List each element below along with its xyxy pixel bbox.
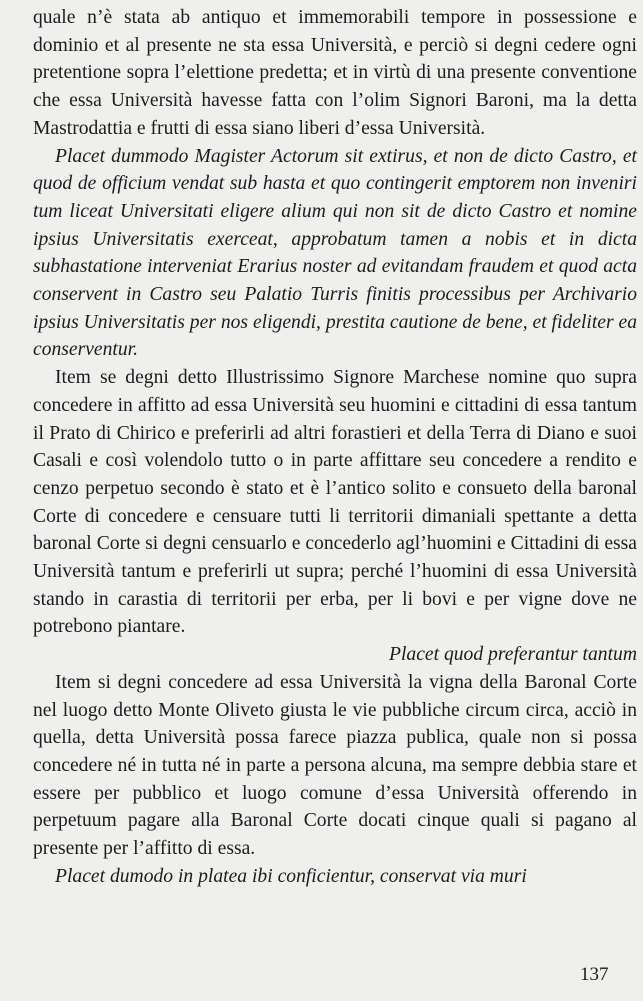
paragraph-placet-magister-actorum: Placet dummodo Magister Actorum sit extirus, et non de dicto Castro, et quod de officium vendat sub hasta et quo contingerit emptorem non inveniri tum liceat Universitati eligere alium qui non sit de dicto Castro et nomine ipsius Universitatis exerceat, approbatum tamen a nobis et in dicta subhastatione interveniat Erarius noster ad evitandam fraudem et quod acta conservent in Castro seu Palatio Turris finitis processibus per Archivario ipsius Universitatis per nos eligendi, prestita cautione de bene, et fideliter ea conserventur. (33, 145, 637, 361)
paragraph-placet-preferantur: Placet quod preferantur tantum (389, 644, 637, 666)
body-text (33, 4, 637, 891)
page-number: 137 (580, 964, 609, 985)
paragraph-petition-mastrodattia: quale n’è stata ab antiquo et immemorabili tempore in possessione e dominio et al presente ne sta essa Università, e perciò si degni cedere ogni pretentione sopra l’elettione predetta; et in virtù di una presente conventione che essa Università havesse fatta con l’olim Signori Baroni, ma la detta Mastrodattia e frutti di essa siano liberi d’essa Università. (33, 7, 637, 139)
paragraph-placet-platea: Placet dumodo in platea ibi conficientur, conservat via muri (55, 865, 527, 887)
paragraph-petition-vigna-monte-oliveto: Item si degni concedere ad essa Università la vigna della Baronal Corte nel luogo detto Monte Oliveto giusta le vie pubbliche circum circa, acciò in quella, detta Università possa farece piazza publica, quale non si possa concedere né in tutta né in parte a persona alcuna, ma sempre debbia stare et essere per pubblico et luogo comune d’essa Università offerendo in perpetuum pagare alla Baronal Corte docati cinque quali si pagano al presente per l’affitto di essa. (33, 671, 637, 860)
paragraph-petition-prato-di-chirico: Item se degni detto Illustrissimo Signore Marchese nomine quo supra concedere in affitto ad essa Università seu huomini e cittadini di essa tantum il Prato di Chirico e preferirli ad altri forastieri et della Terra di Diano e suoi Casali e così volendolo tutto o in parte affittare seu concedere a rendito e cenzo perpetuo secondo è stato et è l’antico solito e consueto della baronal Corte di concedere e censuare tutti li territorii dimaniali spettante a detta baronal Corte si degni censuarlo e concederlo agl’huomini e Cittadini di essa Università tantum e preferirli ut supra; perché l’huomini di essa Università stando in carastia di territorii per erba, per li bovi e per vigne dove ne potrebono piantare. (33, 367, 637, 638)
